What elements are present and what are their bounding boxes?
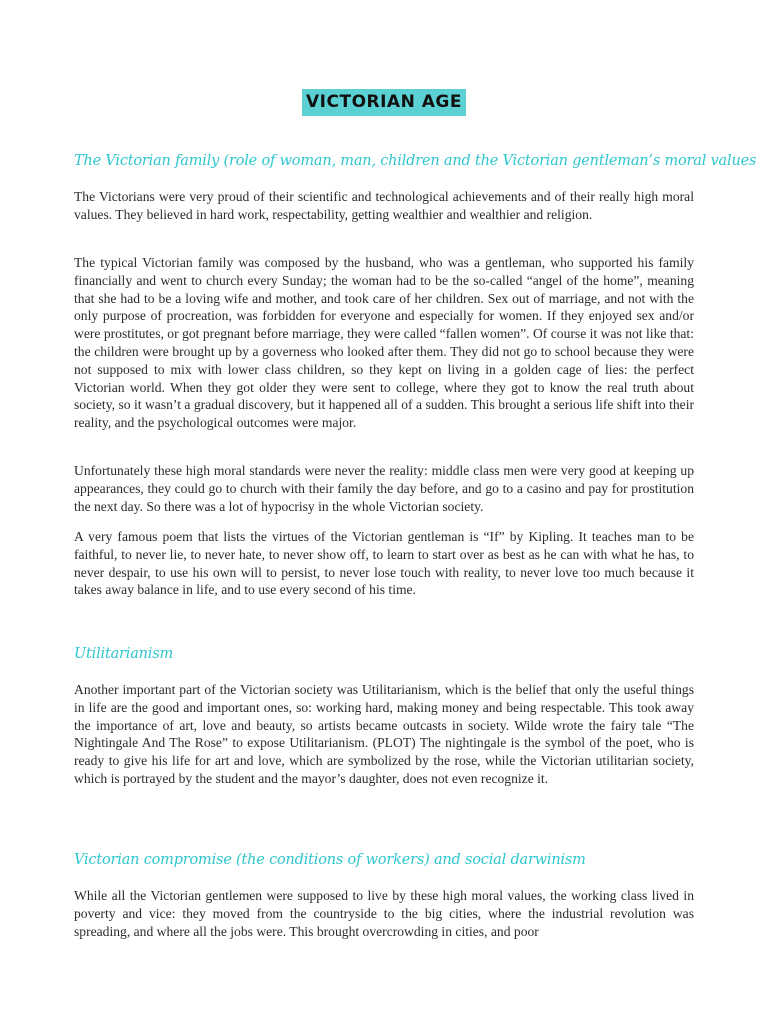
paragraph: The typical Victorian family was composed by the husband, who was a gentleman, who supported his family financially and went to church every Sunday; the woman had to be the so-called “angel of the home”, meaning that she had to be a loving wife and mother, and took care of her children. Sex out of marriage, and not with the only purpose of procreation, was forbidden for everyone and especially for women. If they enjoyed sex and/or were prostitutes, or got pregnant before marriage, they were called “fallen women”. Of course it was not like that: the children were brought up by a governess who looked after them. They did not go to school because they were not supposed to mix with lower class children, so they kept on living in a golden cage of lies: the perfect Victorian world. When they got older they were sent to college, where they got to know the real truth about society, so it wasn’t a gradual discovery, but it happened all of a sudden. This brought a serious life shift into their reality, and the psychological outcomes were major.: [74, 255, 694, 431]
paragraph: Another important part of the Victorian society was Utilitarianism, which is the belief that only the useful things in life are the good and important ones, so: working hard, making money and being respectable. This took away the importance of art, love and beauty, so artists became outcasts in society. Wilde wrote the fairy tale “The Nightingale And The Rose” to expose Utilitarianism. (PLOT) The nightingale is the symbol of the poet, who is ready to give his life for art and love, which are symbolized by the rose, while the Victorian utilitarian society, which is portrayed by the student and the mayor’s daughter, does not even recognize it.: [74, 682, 694, 786]
section-heading-victorian-family: The Victorian family (role of woman, man, children and the Victorian gentleman’s moral values: [74, 153, 757, 169]
paragraph: A very famous poem that lists the virtues of the Victorian gentleman is “If” by Kipling. It teaches man to be faithful, to never lie, to never hate, to never show off, to learn to start over as best as he can with what he has, to never despair, to use his own will to persist, to never lose touch with reality, to never love too much because it takes away balance in life, and to use every second of his time.: [74, 529, 694, 598]
section-heading-utilitarianism: Utilitarianism: [74, 646, 174, 662]
document-title: VICTORIAN AGE: [302, 89, 466, 116]
paragraph: Unfortunately these high moral standards were never the reality: middle class men were very good at keeping up appearances, they could go to church with their family the day before, and go to a casino and pay for prostitution the next day. So there was a lot of hypocrisy in the whole Victorian society.: [74, 463, 694, 514]
paragraph: While all the Victorian gentlemen were supposed to live by these high moral values, the working class lived in poverty and vice: they moved from the countryside to the big cities, where the industrial revolution was spreading, and where all the jobs were. This brought overcrowding in cities, and poor: [74, 888, 694, 939]
section-heading-victorian-compromise: Victorian compromise (the conditions of workers) and social darwinism: [74, 852, 586, 868]
title-container: [74, 89, 694, 116]
paragraph: The Victorians were very proud of their scientific and technological achievements and of their really high moral values. They believed in hard work, respectability, getting wealthier and wealthier and religion.: [74, 189, 694, 222]
